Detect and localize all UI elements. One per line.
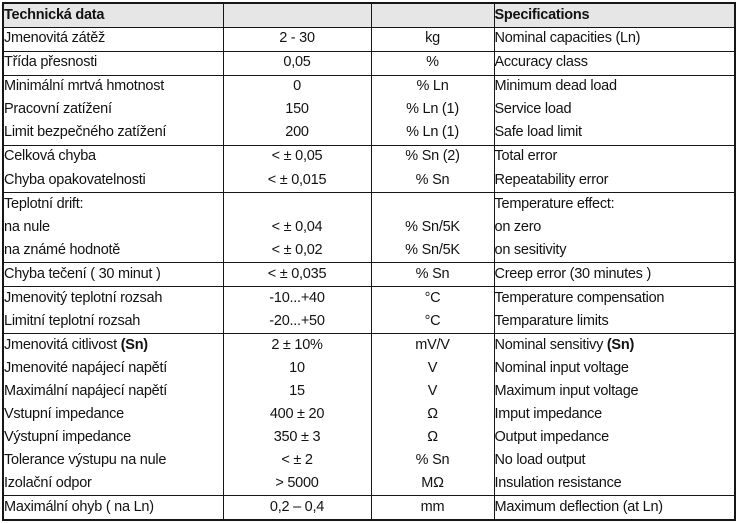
cell-value: 150 <box>223 99 371 122</box>
label-en-text: Accuracy class <box>494 54 588 71</box>
cell-value: < ± 0,04 <box>223 216 371 239</box>
cell-label-en <box>494 495 735 520</box>
label-cs-text: Minimální mrtvá hmotnost <box>4 78 164 95</box>
label-en-text: Temperature effect: <box>494 195 615 212</box>
label-en-text: No load output <box>494 451 586 468</box>
label-en-text: Safe load limit <box>494 124 582 141</box>
table-row <box>3 472 735 496</box>
label-cs-text: Jmenovitá citlivost <box>4 336 121 353</box>
cell-unit: % Sn (2) <box>371 145 494 169</box>
cell-unit: °C <box>371 286 494 310</box>
cell-unit: % Sn/5K <box>371 239 494 263</box>
cell-value: < ± 2 <box>223 449 371 472</box>
label-en-text: Temperature compensation <box>494 289 665 306</box>
table-row <box>3 145 735 169</box>
cell-label-en <box>494 286 735 310</box>
table-row <box>3 286 735 310</box>
label-cs-text: Limit bezpečného zatížení <box>4 124 167 141</box>
cell-value: 10 <box>223 357 371 380</box>
cell-label-cs <box>3 357 223 380</box>
cell-label-en <box>494 403 735 426</box>
cell-unit: Ω <box>371 403 494 426</box>
cell-label-cs <box>3 449 223 472</box>
cell-unit: MΩ <box>371 472 494 496</box>
table-header-row <box>3 3 735 27</box>
cell-value: 0,2 – 0,4 <box>223 495 371 520</box>
cell-label-en <box>494 27 735 51</box>
label-en-text: Temparature limits <box>494 312 609 329</box>
cell-unit: % Ln (1) <box>371 122 494 146</box>
table-row <box>3 403 735 426</box>
table-row <box>3 449 735 472</box>
label-cs-text: Maximální ohyb ( na Ln) <box>4 498 154 515</box>
specifications-table <box>2 2 736 521</box>
table-row <box>3 27 735 51</box>
header-specifications: Specifications <box>494 3 735 27</box>
cell-label-cs <box>3 51 223 75</box>
table-row <box>3 357 735 380</box>
cell-value: 400 ± 20 <box>223 403 371 426</box>
cell-label-cs <box>3 75 223 99</box>
label-cs-text: Jmenovitá zátěž <box>4 30 106 47</box>
table-row <box>3 426 735 449</box>
cell-label-cs <box>3 169 223 193</box>
cell-value: 2 - 30 <box>223 27 371 51</box>
cell-value: 0 <box>223 75 371 99</box>
label-en-text: on sesitivity <box>494 241 567 258</box>
cell-unit: % Ln <box>371 75 494 99</box>
cell-unit: V <box>371 380 494 403</box>
table-row <box>3 169 735 193</box>
label-en-text: Nominal sensitivy <box>494 336 607 353</box>
table-row <box>3 51 735 75</box>
cell-label-cs <box>3 239 223 263</box>
cell-unit: kg <box>371 27 494 51</box>
cell-value: < ± 0,015 <box>223 169 371 193</box>
cell-label-en <box>494 145 735 169</box>
cell-label-en <box>494 239 735 263</box>
cell-value: < ± 0,02 <box>223 239 371 263</box>
header-technical-data: Technická data <box>3 3 223 27</box>
label-en-text: Insulation resistance <box>494 474 622 491</box>
cell-unit: mm <box>371 495 494 520</box>
label-en-text: Maximum input voltage <box>494 382 639 399</box>
cell-label-en <box>494 51 735 75</box>
cell-value: < ± 0,05 <box>223 145 371 169</box>
cell-label-en <box>494 262 735 286</box>
cell-unit <box>371 192 494 216</box>
cell-value: -10...+40 <box>223 286 371 310</box>
cell-label-en <box>494 357 735 380</box>
cell-label-cs <box>3 310 223 334</box>
label-cs-text: Tolerance výstupu na nule <box>4 451 167 468</box>
cell-unit: mV/V <box>371 333 494 357</box>
label-cs-text: Jmenovité napájecí napětí <box>4 359 168 376</box>
label-cs-text: Chyba opakovatelnosti <box>4 171 146 188</box>
table-row <box>3 122 735 146</box>
cell-value: 0,05 <box>223 51 371 75</box>
label-en-text: Maximum deflection (at Ln) <box>494 498 663 515</box>
cell-value: 2 ± 10% <box>223 333 371 357</box>
label-cs-text: Pracovní zatížení <box>4 101 112 118</box>
cell-unit: % Sn <box>371 449 494 472</box>
cell-label-cs <box>3 27 223 51</box>
label-cs-text: Limitní teplotní rozsah <box>4 312 141 329</box>
cell-value: 15 <box>223 380 371 403</box>
table-row <box>3 216 735 239</box>
cell-label-en <box>494 99 735 122</box>
header-value-col <box>223 3 371 27</box>
header-unit-col <box>371 3 494 27</box>
cell-label-cs <box>3 192 223 216</box>
label-en-text: Service load <box>494 101 572 118</box>
cell-unit: % Sn/5K <box>371 216 494 239</box>
cell-label-cs <box>3 472 223 496</box>
cell-label-en <box>494 426 735 449</box>
cell-label-cs <box>3 99 223 122</box>
cell-label-cs <box>3 426 223 449</box>
cell-unit: V <box>371 357 494 380</box>
cell-label-en <box>494 380 735 403</box>
cell-label-en <box>494 333 735 357</box>
label-cs-text: Izolační odpor <box>4 474 92 491</box>
label-cs-text: Celková chyba <box>4 148 96 165</box>
table-row <box>3 262 735 286</box>
cell-label-en <box>494 472 735 496</box>
cell-value: 350 ± 3 <box>223 426 371 449</box>
table-row <box>3 310 735 334</box>
cell-label-cs <box>3 495 223 520</box>
cell-value: > 5000 <box>223 472 371 496</box>
cell-value: 200 <box>223 122 371 146</box>
cell-value: -20...+50 <box>223 310 371 334</box>
cell-label-en <box>494 449 735 472</box>
label-en-text: Imput impedance <box>494 405 602 422</box>
label-en-text: Output impedance <box>494 428 609 445</box>
table-row <box>3 333 735 357</box>
cell-label-cs <box>3 333 223 357</box>
spec-table-body <box>3 27 735 520</box>
label-cs-text: Vstupní impedance <box>4 405 124 422</box>
table-row <box>3 495 735 520</box>
cell-unit: Ω <box>371 426 494 449</box>
cell-label-cs <box>3 122 223 146</box>
cell-label-cs <box>3 403 223 426</box>
cell-label-cs <box>3 216 223 239</box>
cell-unit: % Sn <box>371 262 494 286</box>
table-row <box>3 239 735 263</box>
label-cs-text: Třída přesnosti <box>4 54 97 71</box>
cell-label-en <box>494 169 735 193</box>
label-en-text: on zero <box>494 218 542 235</box>
cell-label-cs <box>3 286 223 310</box>
label-en-bold: (Sn) <box>606 336 635 353</box>
cell-unit: % <box>371 51 494 75</box>
cell-label-cs <box>3 380 223 403</box>
cell-label-cs <box>3 262 223 286</box>
label-cs-bold: (Sn) <box>120 336 148 353</box>
label-en-text: Nominal input voltage <box>494 359 629 376</box>
label-cs-text: Teplotní drift: <box>4 195 84 212</box>
label-cs-text: na známé hodnotě <box>4 241 121 258</box>
table-row <box>3 75 735 99</box>
cell-unit: °C <box>371 310 494 334</box>
label-cs-text: Výstupní impedance <box>4 428 131 445</box>
cell-label-en <box>494 192 735 216</box>
label-cs-text: na nule <box>4 218 50 235</box>
cell-unit: % Ln (1) <box>371 99 494 122</box>
table-row <box>3 192 735 216</box>
label-en-text: Total error <box>494 148 558 165</box>
label-cs-text: Maximální napájecí napětí <box>4 382 168 399</box>
table-row <box>3 99 735 122</box>
cell-label-en <box>494 310 735 334</box>
cell-value: < ± 0,035 <box>223 262 371 286</box>
cell-label-en <box>494 122 735 146</box>
cell-unit: % Sn <box>371 169 494 193</box>
cell-label-en <box>494 216 735 239</box>
cell-value <box>223 192 371 216</box>
label-en-text: Creep error (30 minutes ) <box>494 265 652 282</box>
label-en-text: Nominal capacities (Ln) <box>494 30 641 47</box>
label-cs-text: Chyba tečení ( 30 minut ) <box>4 265 161 282</box>
cell-label-cs <box>3 145 223 169</box>
label-en-text: Repeatability error <box>494 171 609 188</box>
label-cs-text: Jmenovitý teplotní rozsah <box>4 289 163 306</box>
cell-label-en <box>494 75 735 99</box>
label-en-text: Minimum dead load <box>494 78 617 95</box>
table-row <box>3 380 735 403</box>
